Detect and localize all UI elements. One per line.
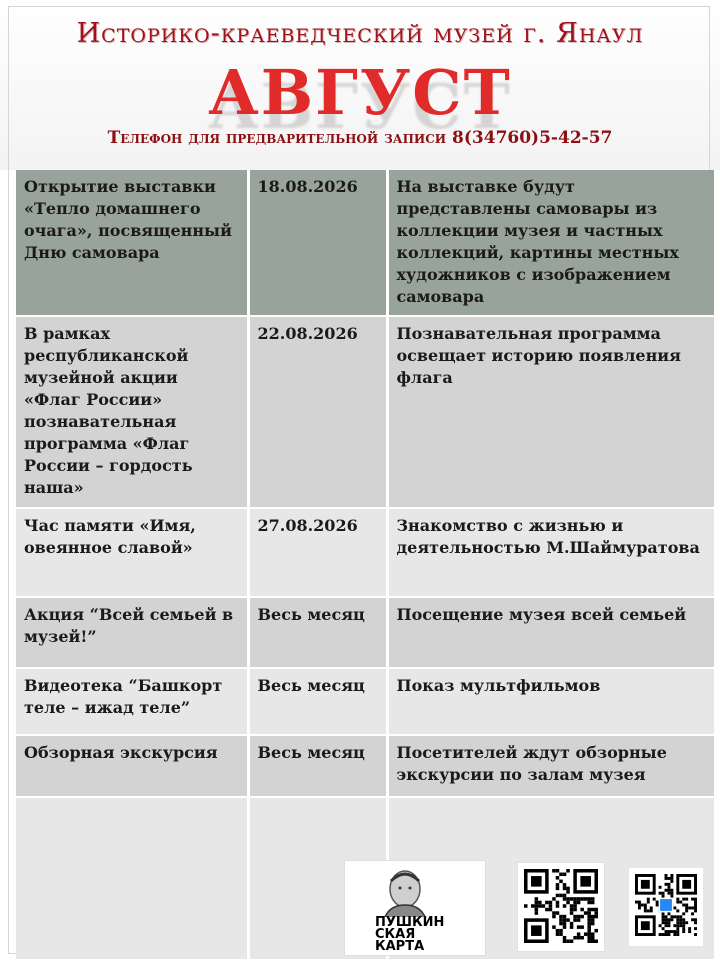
vk-qr-code-icon <box>629 868 703 946</box>
events-table <box>16 170 714 961</box>
event-date: Весь месяц <box>248 597 387 668</box>
event-description: Посетителей ждут обзорные экскурсии по залам музея <box>387 735 714 797</box>
event-title: Обзорная экскурсия <box>16 735 248 797</box>
event-title: Открытие выставки «Тепло домашнего очага», посвященный Дню самовара <box>16 170 248 316</box>
pushkin-card-text: ПУШКИН СКАЯ КАРТА <box>375 917 465 953</box>
month-title: АВГУСТ <box>208 56 512 129</box>
table-row <box>16 597 714 668</box>
table-row <box>16 668 714 735</box>
pushkin-card-logo <box>344 860 486 956</box>
qr-code-icon <box>517 862 605 952</box>
event-description: Показ мультфильмов <box>387 668 714 735</box>
table-row <box>16 170 714 316</box>
table-row <box>16 508 714 597</box>
empty-cell <box>16 797 248 960</box>
event-title: Видеотека “Башкорт теле – ижад теле” <box>16 668 248 735</box>
event-title: Акция “Всей семьей в музей!” <box>16 597 248 668</box>
event-description: Познавательная программа освещает историю появления флага <box>387 316 714 508</box>
event-date: 22.08.2026 <box>248 316 387 508</box>
header <box>0 0 720 170</box>
event-date: Весь месяц <box>248 735 387 797</box>
event-description: Знакомство с жизнью и деятельностью М.Шаймуратова <box>387 508 714 597</box>
event-date: 27.08.2026 <box>248 508 387 597</box>
table-row <box>16 316 714 508</box>
event-description: На выставке будут представлены самовары из коллекции музея и частных коллекций, картины местных художников с изображением самовара <box>387 170 714 316</box>
event-title: В рамках республиканской музейной акции «Флаг России» познавательная программа «Флаг России – гордость наша» <box>16 316 248 508</box>
event-description: Посещение музея всей семьей <box>387 597 714 668</box>
event-title: Час памяти «Имя, овеянное славой» <box>16 508 248 597</box>
phone-line: Телефон для предварительной записи 8(34760)5-42-57 <box>107 128 613 148</box>
table-row <box>16 735 714 797</box>
museum-title: Историко-краеведческий музей г. Янаул <box>76 18 644 49</box>
event-date: 18.08.2026 <box>248 170 387 316</box>
event-date: Весь месяц <box>248 668 387 735</box>
